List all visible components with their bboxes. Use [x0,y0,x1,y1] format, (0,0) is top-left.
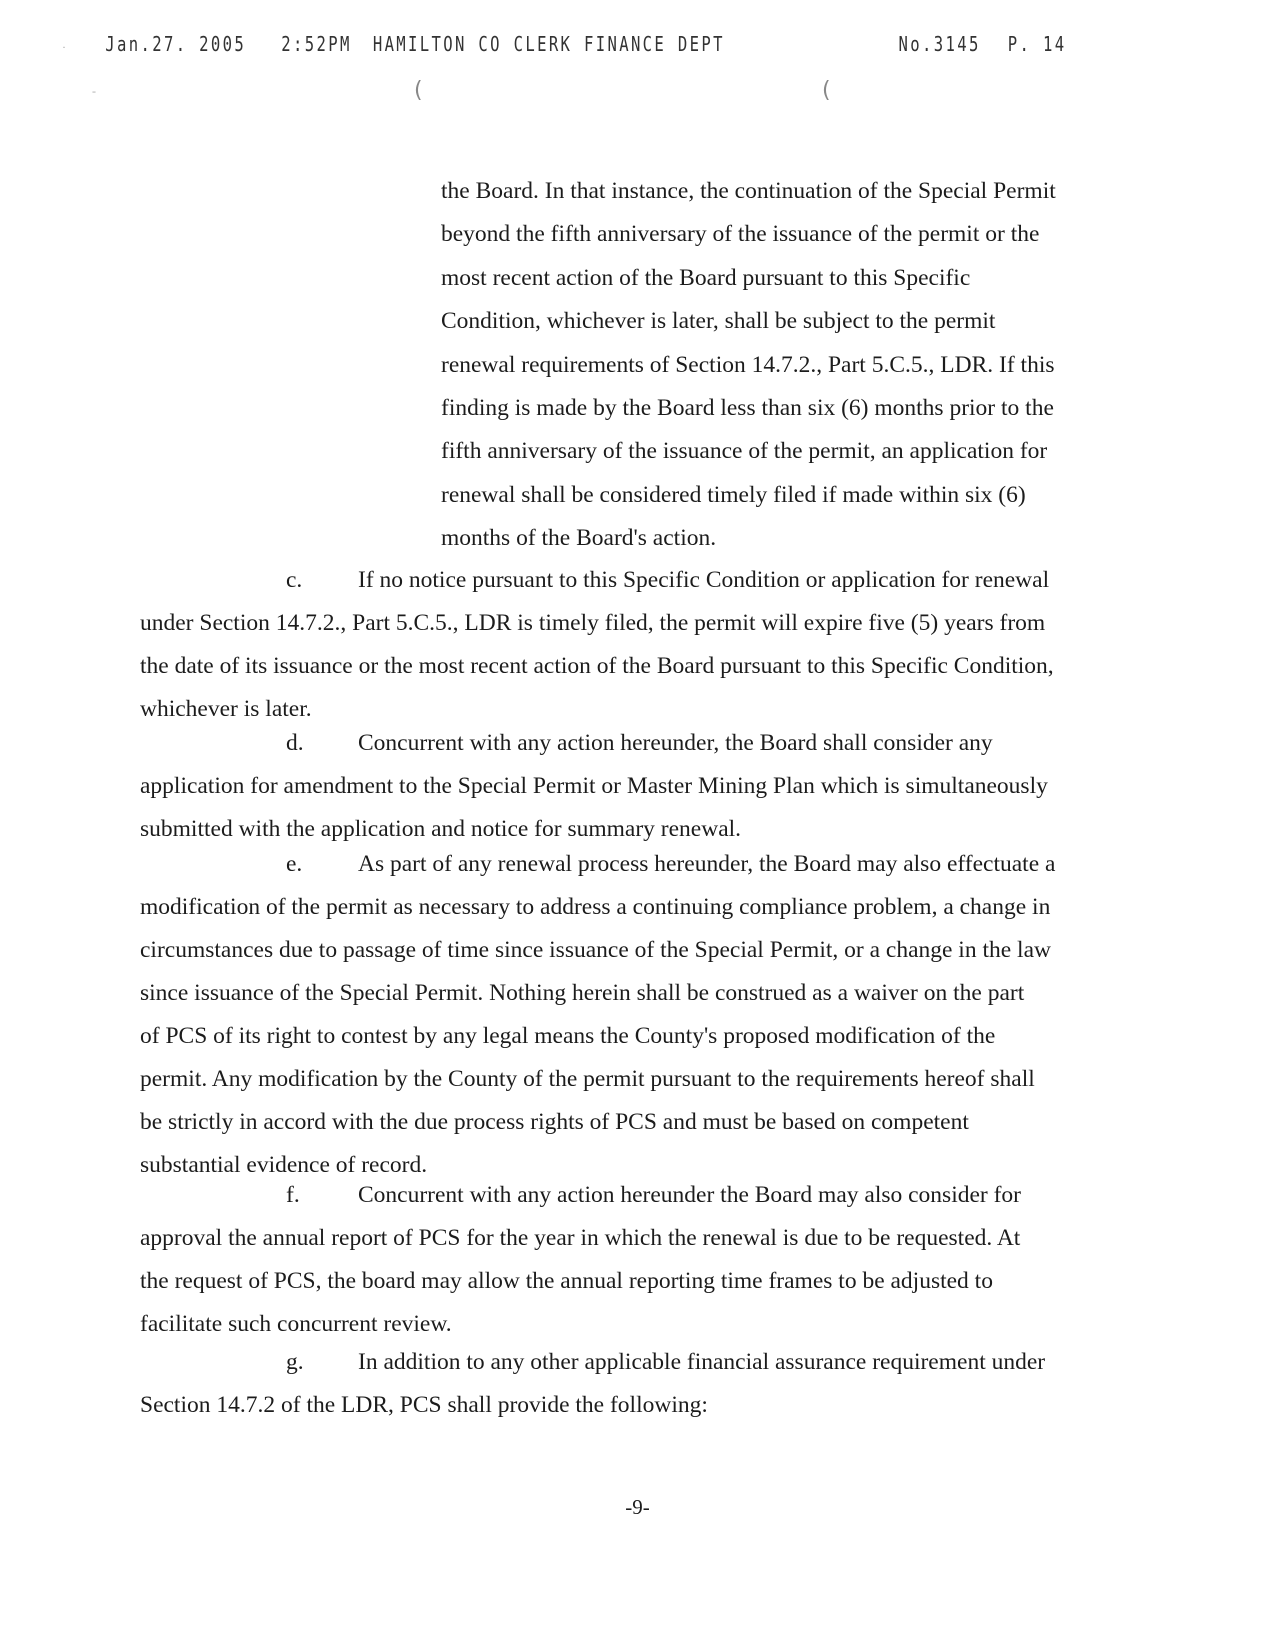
fax-number: No.3145 [898,32,981,56]
text-line: the date of its issuance or the most recent action of the Board pursuant to this Specific Condition, [140,653,1054,679]
fax-date: Jan.27. 2005 2:52PM [105,32,352,56]
text-line: fifth anniversary of the issuance of the permit, an application for [441,438,1048,465]
scan-mark: ( [822,78,831,103]
section-label: c. [286,567,303,593]
text-line: Concurrent with any action hereunder, the Board shall consider any [358,730,993,756]
text-line: since issuance of the Special Permit. Nothing herein shall be construed as a waiver on the part [140,980,1025,1006]
section-d [140,722,1120,851]
text-line: If no notice pursuant to this Specific Condition or application for renewal [358,567,1050,593]
text-line: Concurrent with any action hereunder the Board may also consider for [358,1182,1022,1208]
text-line: whichever is later. [140,696,312,722]
text-line: circumstances due to passage of time since issuance of the Special Permit, or a change in the law [140,937,1051,963]
fax-page: P. 14 [1007,32,1067,56]
section-label: g. [286,1349,304,1375]
scan-speck: · [62,40,66,54]
text-line: Section 14.7.2 of the LDR, PCS shall provide the following: [140,1392,708,1418]
text-line: renewal shall be considered timely filed if made within six (6) [441,481,1026,508]
text-line: most recent action of the Board pursuant to this Specific [441,264,971,291]
text-line: Condition, whichever is later, shall be subject to the permit [441,308,996,335]
text-line: renewal requirements of Section 14.7.2., Part 5.C.5., LDR. If this [441,351,1055,378]
page-number: -9- [625,1495,650,1519]
text-line: approval the annual report of PCS for the year in which the renewal is due to be requested. At [140,1225,1021,1251]
section-g [140,1341,1120,1427]
text-line: of PCS of its right to contest by any legal means the County's proposed modification of the [140,1023,996,1049]
text-line: As part of any renewal process hereunder, the Board may also effectuate a [358,851,1056,877]
scan-mark: ( [414,78,423,103]
text-line: substantial evidence of record. [140,1152,428,1178]
text-line: modification of the permit as necessary to address a continuing compliance problem, a change in [140,894,1051,920]
text-line: facilitate such concurrent review. [140,1311,452,1337]
section-c [140,559,1120,731]
text-line: beyond the fifth anniversary of the issuance of the permit or the [441,221,1040,248]
text-line: the Board. In that instance, the continuation of the Special Permit [441,178,1056,204]
text-line: the request of PCS, the board may allow the annual reporting time frames to be adjusted to [140,1268,993,1294]
text-line: under Section 14.7.2., Part 5.C.5., LDR is timely filed, the permit will expire five (5) years from [140,610,1046,636]
text-line: submitted with the application and notice for summary renewal. [140,816,742,842]
text-line: months of the Board's action. [441,525,717,552]
continuation-block [441,170,1101,561]
text-line: finding is made by the Board less than six (6) months prior to the [441,395,1054,422]
section-label: e. [286,851,303,877]
scan-speck: - [92,84,96,98]
text-line: In addition to any other applicable financial assurance requirement under [358,1349,1046,1375]
text-line: permit. Any modification by the County of the permit pursuant to the requirements hereof shall [140,1066,1035,1092]
section-label: f. [286,1182,300,1208]
fax-header [0,32,1067,62]
fax-dept: HAMILTON CO CLERK FINANCE DEPT [372,32,725,56]
section-f [140,1174,1120,1346]
section-e [140,843,1120,1187]
text-line: be strictly in accord with the due process rights of PCS and must be based on competent [140,1109,969,1135]
text-line: application for amendment to the Special Permit or Master Mining Plan which is simultaneously [140,773,1048,799]
section-label: d. [286,730,304,756]
